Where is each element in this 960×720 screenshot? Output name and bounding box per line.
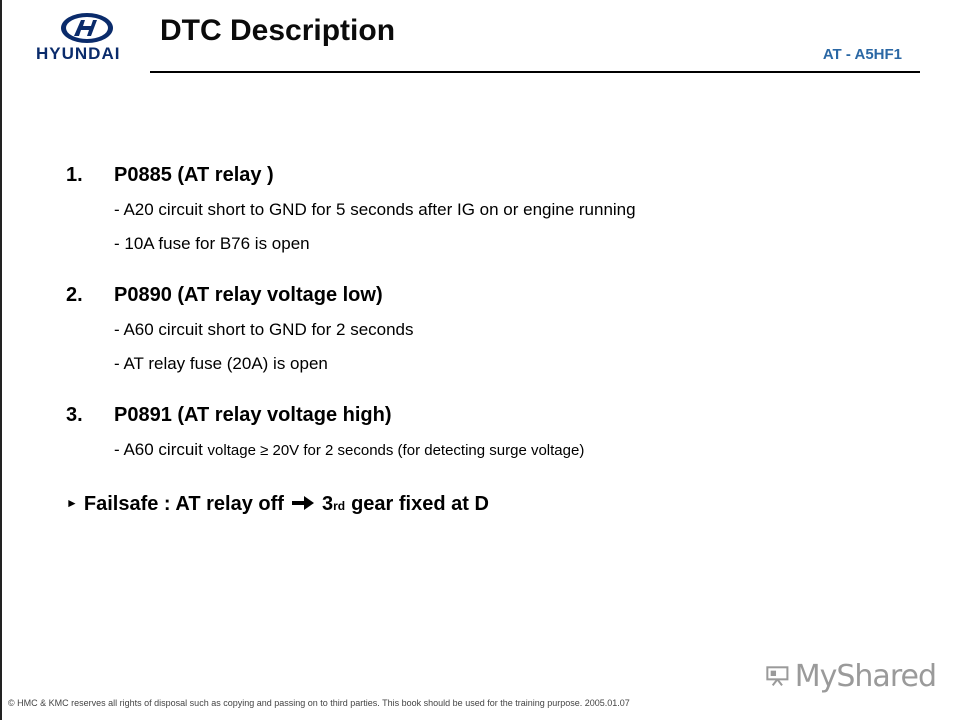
watermark [766,656,936,696]
failsafe-label: Failsafe : AT relay off [83,493,284,515]
item-number: 1. [66,164,83,186]
item-detail: - A20 circuit short to GND for 5 seconds after IG on or engine running [114,200,636,219]
item-detail [114,439,926,462]
gear-number: 3 [321,493,334,515]
item-number: 3. [66,404,83,426]
watermark-text: MyShared [794,658,936,694]
triangle-bullet-icon: ► [66,496,78,510]
page-title: DTC Description [160,14,396,47]
item-detail: - AT relay fuse (20A) is open [114,354,328,373]
failsafe-line [66,492,926,516]
gear-suffix: rd [333,499,346,513]
arrow-right-icon [290,494,316,512]
item-number: 2. [66,284,83,306]
failsafe-rest: gear fixed at D [351,493,489,515]
item-heading: P0891 (AT relay voltage high) [114,404,392,426]
item-heading: P0890 (AT relay voltage low) [114,284,383,306]
item-detail-rest: voltage ≥ 20V for 2 seconds (for detecting surge voltage) [207,442,585,459]
logo-text: HYUNDAI [36,44,121,63]
footer-copyright: © HMC & KMC reserves all rights of disposal such as copying and passing on to third parties. This book should be used for the training purpose. 2005.01.07 [8,698,630,708]
dtc-item [66,403,926,462]
item-detail-prefix: - A60 circuit [114,440,203,459]
dtc-item [66,283,926,375]
header-rule [150,71,920,73]
dtc-list [66,163,926,516]
item-heading: P0885 (AT relay ) [114,164,274,186]
item-detail: - 10A fuse for B76 is open [114,234,310,253]
dtc-item [66,163,926,255]
left-border [0,0,2,720]
presentation-icon [766,661,789,691]
item-detail: - A60 circuit short to GND for 2 seconds [114,320,414,339]
document-code: AT - A5HF1 [822,46,902,63]
hyundai-emblem-icon [32,8,142,48]
